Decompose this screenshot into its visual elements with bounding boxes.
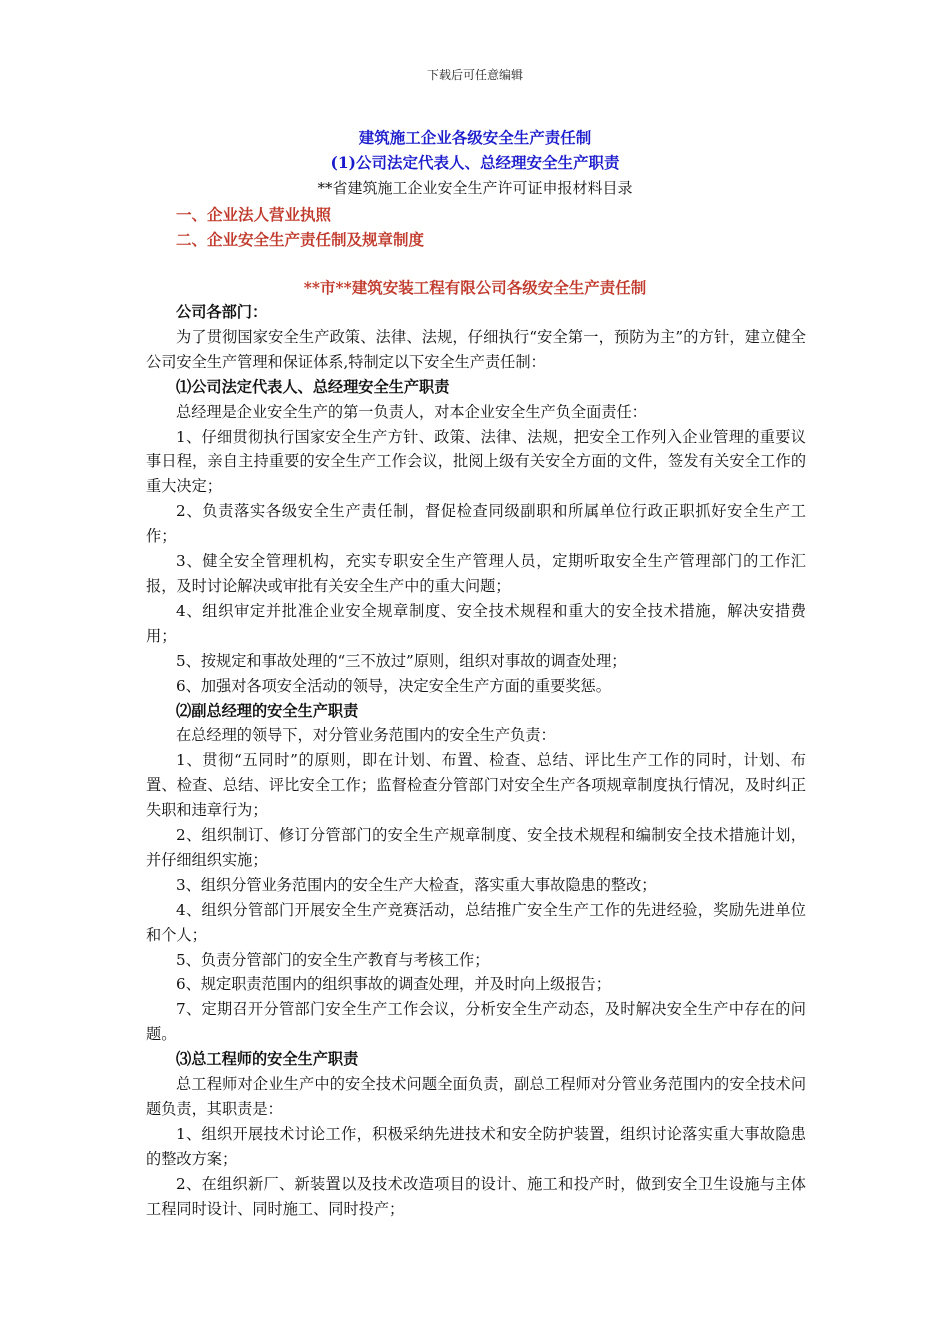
paragraph: 1、贯彻“五同时”的原则，即在计划、布置、检查、总结、评比生产工作的同时，计划、布置、检查、总结、评比安全工作；监督检查分管部门对安全生产各项规章制度执行情况，及时纠正失职和违章行为； <box>146 751 806 820</box>
paragraph: 1、仔细贯彻执行国家安全生产方针、政策、法律、法规，把安全工作列入企业管理的重要议事日程，亲自主持重要的安全生产工作会议，批阅上级有关安全方面的文件，签发有关安全工作的重大决定； <box>146 427 806 496</box>
paragraph: 2、组织制订、修订分管部门的安全生产规章制度、安全技术规程和编制安全技术措施计划，并仔细组织实施； <box>146 826 806 869</box>
paragraph: 5、按规定和事故处理的“三不放过”原则，组织对事故的调查处理； <box>176 651 627 670</box>
paragraph-heading: ⑵副总经理的安全生产职责 <box>176 701 359 720</box>
catalog-title: **省建筑施工企业安全生产许可证申报材料目录 <box>317 179 633 197</box>
page-header-note: 下载后可任意编辑 <box>426 68 523 82</box>
paragraph-heading: ⑶总工程师的安全生产职责 <box>176 1050 359 1069</box>
paragraph: 为了贯彻国家安全生产政策、法律、法规，仔细执行“安全第一，预防为主”的方针，建立健全公司安全生产管理和保证体系,特制定以下安全生产责任制： <box>146 327 806 371</box>
paragraph: 7、定期召开分管部门安全生产工作会议，分析安全生产动态，及时解决安全生产中存在的问题。 <box>146 1000 806 1044</box>
paragraph: 总经理是企业安全生产的第一负责人，对本企业安全生产负全面责任： <box>176 402 647 421</box>
company-title: **市**建筑安装工程有限公司各级安全生产责任制 <box>303 278 647 297</box>
paragraph: 2、负责落实各级安全生产责任制，督促检查同级副职和所属单位行政正职抓好安全生产工作； <box>146 502 806 546</box>
paragraph: 5、负责分管部门的安全生产教育与考核工作； <box>176 950 490 969</box>
paragraph: 在总经理的领导下，对分管业务范围内的安全生产负责： <box>176 726 556 745</box>
paragraph: 4、组织分管部门开展安全生产竞赛活动，总结推广安全生产工作的先进经验，奖励先进单位和个人； <box>146 900 806 944</box>
paragraph-heading: ⑴公司法定代表人、总经理安全生产职责 <box>176 377 450 396</box>
paragraph: 2、在组织新厂、新装置以及技术改造项目的设计、施工和投产时，做到安全卫生设施与主体工程同时设计、同时施工、同时投产； <box>146 1174 806 1218</box>
document-subtitle: (1)公司法定代表人、总经理安全生产职责 <box>330 153 620 172</box>
paragraph: 总工程师对企业生产中的安全技术问题全面负责，副总工程师对分管业务范围内的安全技术问题负责，其职责是： <box>146 1075 806 1118</box>
paragraph: 3、健全安全管理机构，充实专职安全生产管理人员，定期听取安全生产管理部门的工作汇报，及时讨论解决或审批有关安全生产中的重大问题； <box>146 552 806 595</box>
paragraph: 6、规定职责范围内的组织事故的调查处理，并及时向上级报告； <box>176 975 611 994</box>
paragraph-heading: 公司各部门： <box>176 303 268 321</box>
paragraph: 6、加强对各项安全活动的领导，决定安全生产方面的重要奖惩。 <box>176 676 611 695</box>
paragraph: 4、组织审定并批准企业安全规章制度、安全技术规程和重大的安全技术措施，解决安措费用； <box>146 601 806 645</box>
section-heading-2: 二、企业安全生产责任制及规章制度 <box>176 230 425 249</box>
document-title: 建筑施工企业各级安全生产责任制 <box>358 128 592 147</box>
paragraph: 1、组织开展技术讨论工作，积极采纳先进技术和安全防护装置，组织讨论落实重大事故隐患的整改方案； <box>146 1124 806 1168</box>
body-text <box>146 300 806 1222</box>
paragraph: 3、组织分管业务范围内的安全生产大检查，落实重大事故隐患的整改； <box>176 875 657 894</box>
section-heading-1: 一、企业法人营业执照 <box>176 205 332 224</box>
